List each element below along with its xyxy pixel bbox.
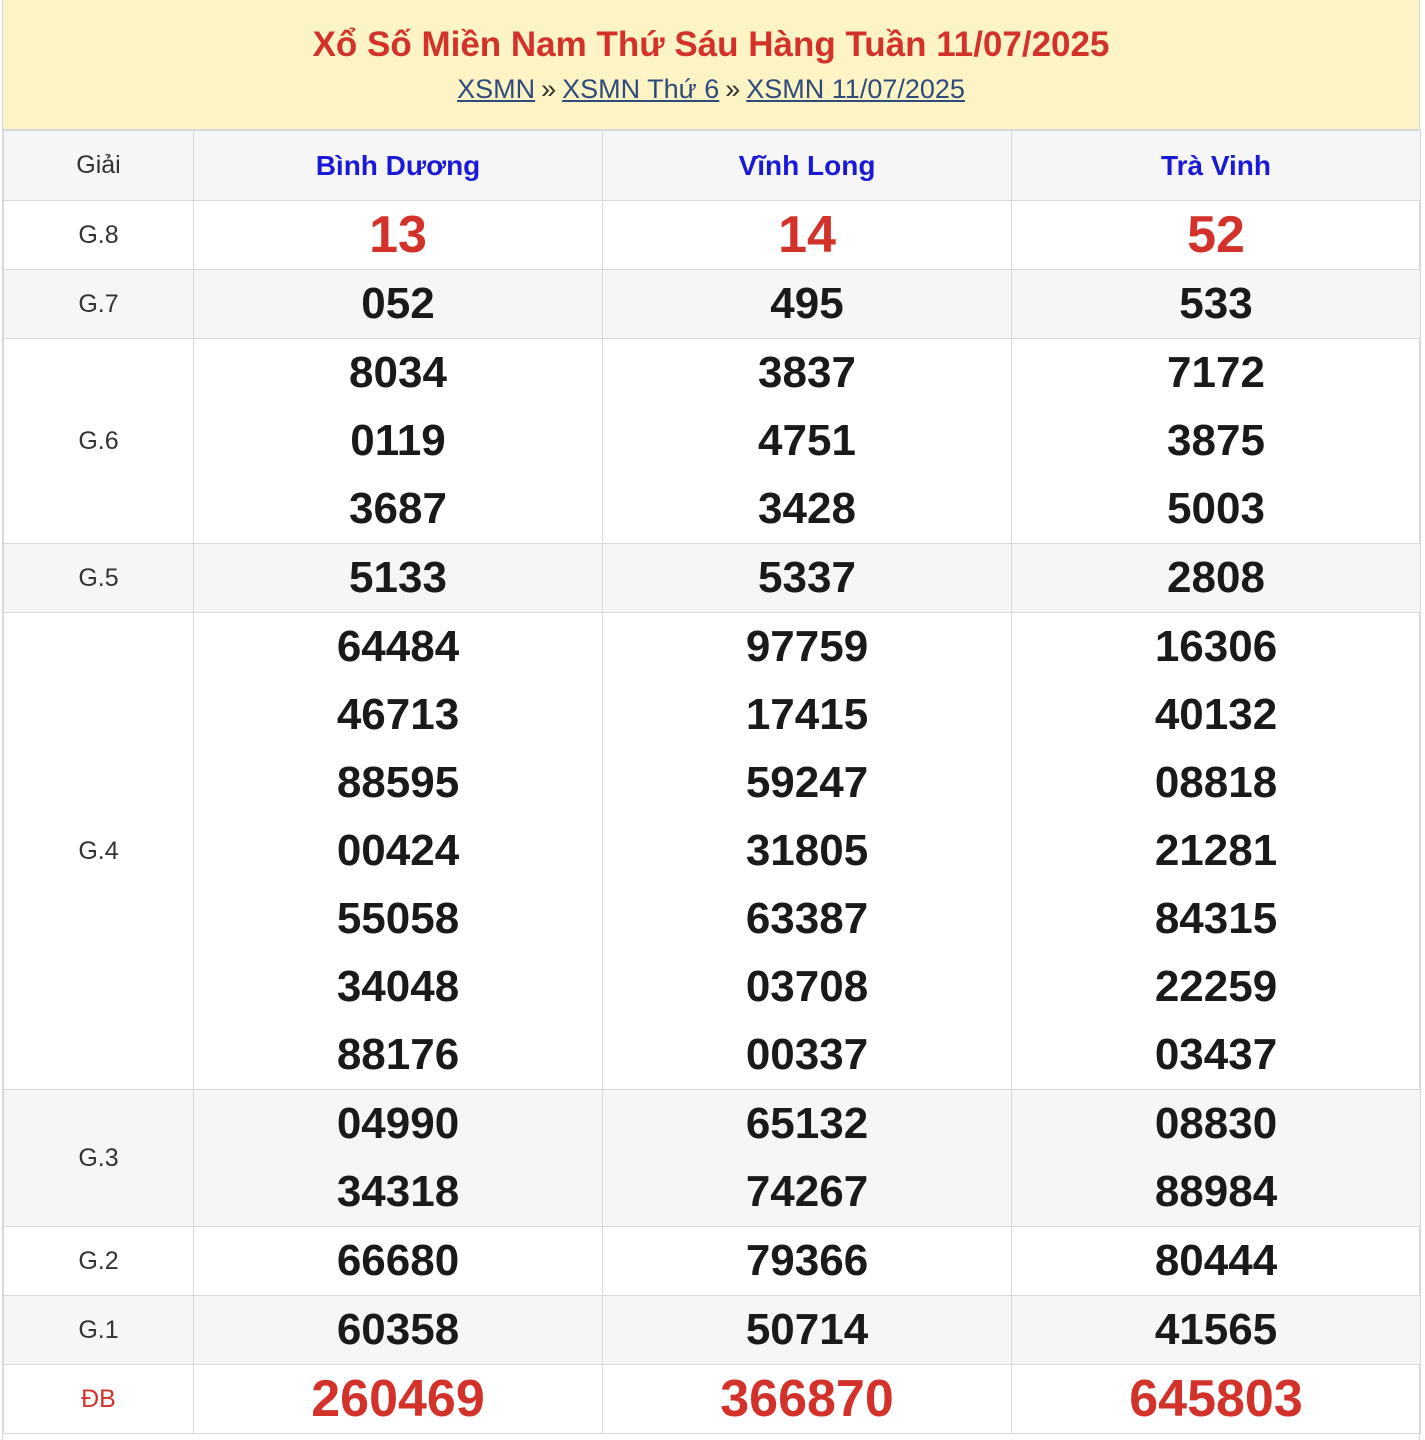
- prize-number: 8034: [349, 348, 447, 397]
- prize-number: 03437: [1154, 1030, 1278, 1079]
- results-header: [3, 0, 1419, 130]
- prize-number: 08830: [1154, 1099, 1278, 1148]
- prize-cell: [194, 1365, 603, 1434]
- prize-cell: [603, 339, 1012, 544]
- prize-cell: [194, 270, 603, 339]
- prize-number: 3687: [349, 484, 447, 533]
- prize-cell: [603, 613, 1012, 1090]
- prize-number: 5337: [758, 553, 856, 602]
- prize-label: G.7: [4, 270, 194, 339]
- prize-cell: [194, 1296, 603, 1365]
- prize-row: [4, 270, 1421, 339]
- results-table: [3, 130, 1421, 1434]
- prize-number: 2808: [1167, 553, 1265, 602]
- prize-number: 88984: [1154, 1167, 1278, 1216]
- prize-row: [4, 1227, 1421, 1296]
- prize-cell: [194, 201, 603, 270]
- prize-cell: [603, 544, 1012, 613]
- prize-cell: [603, 270, 1012, 339]
- page-title: Xổ Số Miền Nam Thứ Sáu Hàng Tuần 11/07/2025: [312, 25, 1110, 64]
- prize-cell: [1012, 613, 1421, 1090]
- prize-number: 60358: [336, 1305, 460, 1354]
- prize-number: 34048: [336, 962, 460, 1011]
- prize-number: 64484: [336, 622, 460, 671]
- prize-number: 00424: [336, 826, 460, 875]
- prize-number: 88176: [336, 1030, 460, 1079]
- prize-cell: [1012, 544, 1421, 613]
- prize-number: 14: [778, 206, 836, 264]
- prize-number: 79366: [745, 1236, 869, 1285]
- prize-number: 00337: [745, 1030, 869, 1079]
- prize-cell: [194, 544, 603, 613]
- prize-number: 66680: [336, 1236, 460, 1285]
- prize-label: G.1: [4, 1296, 194, 1365]
- prize-number: 08818: [1154, 758, 1278, 807]
- prize-cell: [194, 1090, 603, 1227]
- prize-number: 3837: [758, 348, 856, 397]
- breadcrumb: [3, 72, 1419, 106]
- prize-number: 65132: [745, 1099, 869, 1148]
- prize-row: [4, 1296, 1421, 1365]
- prize-label: G.4: [4, 613, 194, 1090]
- prize-cell: [1012, 339, 1421, 544]
- prize-label: G.3: [4, 1090, 194, 1227]
- prize-cell: [603, 1365, 1012, 1434]
- prize-label: ĐB: [4, 1365, 194, 1434]
- prize-number: 52: [1187, 206, 1245, 264]
- province-tra-vinh[interactable]: Trà Vinh: [1012, 131, 1421, 201]
- prize-number: 5133: [349, 553, 447, 602]
- prize-number: 21281: [1154, 826, 1278, 875]
- prize-number: 84315: [1154, 894, 1278, 943]
- prize-number: 16306: [1154, 622, 1278, 671]
- breadcrumb-xsmn-date-link[interactable]: XSMN 11/07/2025: [746, 74, 965, 104]
- prize-label: G.8: [4, 201, 194, 270]
- prize-number: 40132: [1154, 690, 1278, 739]
- prize-number: 50714: [745, 1305, 869, 1354]
- prize-row: [4, 544, 1421, 613]
- prize-number: 366870: [720, 1370, 894, 1428]
- prize-row: [4, 201, 1421, 270]
- prize-row: [4, 1090, 1421, 1227]
- prize-number: 3875: [1167, 416, 1265, 465]
- prize-number: 55058: [336, 894, 460, 943]
- breadcrumb-separator: »: [541, 74, 557, 104]
- prize-cell: [603, 1296, 1012, 1365]
- prize-number: 97759: [745, 622, 869, 671]
- prize-number: 03708: [745, 962, 869, 1011]
- prize-number: 59247: [745, 758, 869, 807]
- prize-label: G.6: [4, 339, 194, 544]
- prize-cell: [1012, 201, 1421, 270]
- prize-number: 495: [770, 279, 844, 328]
- prize-label-header: Giải: [4, 131, 194, 201]
- prize-number: 13: [369, 206, 427, 264]
- breadcrumb-separator: »: [725, 74, 741, 104]
- breadcrumb-xsmn-friday-link[interactable]: XSMN Thứ 6: [562, 74, 720, 104]
- prize-cell: [603, 1090, 1012, 1227]
- prize-cell: [1012, 1090, 1421, 1227]
- prize-number: 052: [361, 279, 435, 328]
- prize-cell: [194, 613, 603, 1090]
- prize-number: 74267: [745, 1167, 869, 1216]
- prize-label: G.5: [4, 544, 194, 613]
- prize-row: [4, 613, 1421, 1090]
- prize-cell: [1012, 270, 1421, 339]
- province-header-row: [4, 131, 1421, 201]
- prize-number: 17415: [745, 690, 869, 739]
- prize-number: 3428: [758, 484, 856, 533]
- prize-number: 645803: [1129, 1370, 1303, 1428]
- prize-number: 0119: [350, 416, 446, 465]
- prize-row: [4, 1365, 1421, 1434]
- prize-number: 34318: [336, 1167, 460, 1216]
- prize-cell: [603, 1227, 1012, 1296]
- prize-cell: [1012, 1296, 1421, 1365]
- breadcrumb-xsmn-link[interactable]: XSMN: [457, 74, 536, 104]
- prize-number: 04990: [336, 1099, 460, 1148]
- province-vinh-long[interactable]: Vĩnh Long: [603, 131, 1012, 201]
- prize-number: 31805: [745, 826, 869, 875]
- prize-number: 41565: [1154, 1305, 1278, 1354]
- prize-number: 46713: [336, 690, 460, 739]
- prize-row: [4, 339, 1421, 544]
- prize-cell: [194, 1227, 603, 1296]
- prize-cell: [603, 201, 1012, 270]
- prize-number: 4751: [758, 416, 856, 465]
- prize-number: 5003: [1167, 484, 1265, 533]
- province-binh-duong[interactable]: Bình Dương: [194, 131, 603, 201]
- results-panel: [2, 0, 1420, 1440]
- prize-number: 88595: [336, 758, 460, 807]
- prize-number: 7172: [1167, 348, 1265, 397]
- prize-number: 63387: [745, 894, 869, 943]
- prize-cell: [1012, 1365, 1421, 1434]
- prize-cell: [1012, 1227, 1421, 1296]
- prize-label: G.2: [4, 1227, 194, 1296]
- prize-number: 80444: [1154, 1236, 1278, 1285]
- prize-number: 533: [1179, 279, 1253, 328]
- prize-number: 22259: [1154, 962, 1278, 1011]
- prize-number: 260469: [311, 1370, 485, 1428]
- prize-cell: [194, 339, 603, 544]
